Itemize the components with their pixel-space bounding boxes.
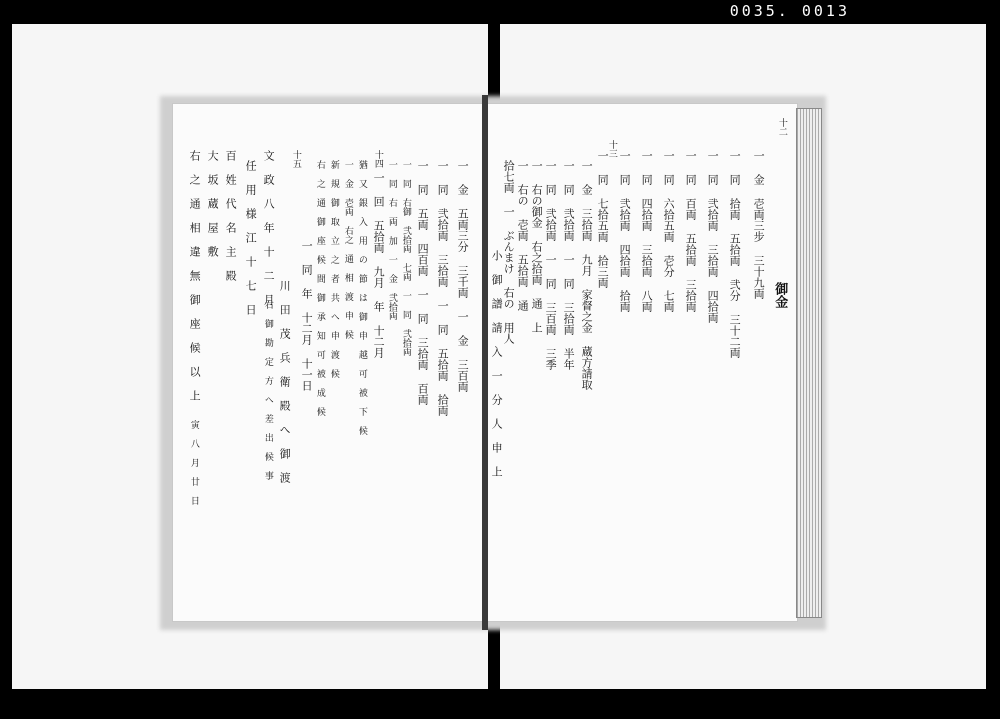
text-column: 一 同 六拾五両 壱分 七両 <box>662 150 676 312</box>
text-column: 猶 又 銀 入 用 の 節 は 御 申 越 可 被 下 候 <box>356 160 367 435</box>
text-column: 川 田 茂 兵 衛 殿 へ 御 渡 <box>278 280 292 483</box>
text-column: 一 右の御金 右之拾両 通 上 <box>530 160 544 333</box>
text-column: 拾七両 一 ぶんまけ 右の 用人 <box>502 160 516 344</box>
text-column: 一 同 弐拾両 三拾両 四拾両 <box>706 150 720 323</box>
frame-number: 0035. 0013 <box>729 2 850 20</box>
right-page-number: 十二 <box>776 118 787 136</box>
text-column: 一 右の 壱両 五拾両 通 <box>516 160 530 311</box>
section-number: 十三 <box>606 140 617 158</box>
date-column: 寅 八 月 廿 日 <box>188 420 199 505</box>
text-column: 一 同 右 両 加 一 金 弐拾両 <box>386 160 397 320</box>
text-column: 一 同 五両 四百両 一 同 三拾両 百両 <box>416 160 430 405</box>
text-column: 一 同 年 十二月 十一日 <box>300 240 314 391</box>
text-column: 一 同 七拾五両 拾三両 <box>596 150 610 288</box>
section-number: 十四 <box>372 150 383 168</box>
text-column: 一 同 弐拾両 四拾両 拾両 <box>618 150 632 312</box>
section-number: 十五 <box>290 150 301 168</box>
text-column: 右 御 勘 定 方 へ 差 出 候 事 <box>262 300 273 480</box>
text-column: 任 用 様 江 十 七 日 <box>244 160 258 315</box>
text-column: 小 御 譜 請 入 一 分 人 申 上 <box>490 250 504 477</box>
text-column: 一 回 五拾両 九月 年 十二月 <box>372 172 386 358</box>
text-column: 一 同 弐拾両 三拾両 一 同 五拾両 拾両 <box>436 160 450 416</box>
text-column: 新 規 御 取 立 之 者 共 へ 申 渡 候 <box>328 160 339 378</box>
text-column: 一 同 弐拾両 一 同 三百両 三季 <box>544 160 558 370</box>
book-gutter <box>482 95 488 630</box>
text-column: 大 坂 蔵 屋 敷 <box>206 150 220 257</box>
text-column: 一 金 壱両 右之 通 相 渡 申 候 <box>342 160 353 339</box>
text-column: 右 之 通 御 座 候 間 御 承 知 可 被 成 候 <box>314 160 325 416</box>
text-column: 文 政 八 年 十 二 月 <box>262 150 276 305</box>
right-page-heading: 御金 <box>772 282 788 308</box>
page-edges <box>796 108 822 618</box>
text-column: 一 金 三拾両 九月 家督之金 蔵方請取 <box>580 160 594 390</box>
text-column: 右 之 通 相 違 無 御 座 候 以 上 <box>188 150 202 401</box>
text-column: 一 同 拾両 五拾両 弐分 三十二両 <box>728 150 742 358</box>
text-column: 一 同 弐拾両 一 同 三拾両 半年 <box>562 160 576 370</box>
text-column: 一 金 五両三分 三千両 一 金 三百両 <box>456 160 470 392</box>
text-column: 一 同 四拾両 三拾両 八両 <box>640 150 654 312</box>
text-column: 一 同 右御 弐拾両 七両 一 同 弐拾両 <box>400 160 411 356</box>
text-column: 百 姓 代 名 主 殿 <box>224 150 238 281</box>
text-column: 一 同 百両 五拾両 三拾両 <box>684 150 698 312</box>
text-column: 一 金 壱両三步 三十九両 <box>752 150 766 299</box>
